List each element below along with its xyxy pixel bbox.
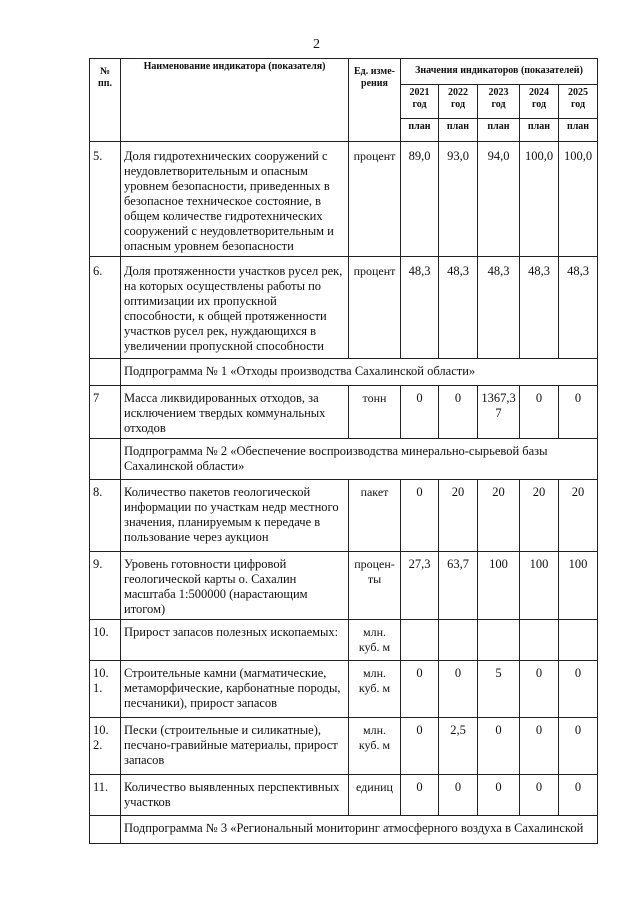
value-2023: 100 <box>478 552 520 620</box>
unit: млн. куб. м <box>349 661 401 718</box>
value-2023: 1367,37 <box>478 386 520 439</box>
row-number: 11. <box>90 775 121 816</box>
value-2025: 48,3 <box>559 257 598 359</box>
value-2024: 0 <box>520 775 559 816</box>
value-2025: 100,0 <box>559 142 598 257</box>
value-2024: 100,0 <box>520 142 559 257</box>
value-2021: 89,0 <box>401 142 439 257</box>
value-2022 <box>439 620 478 661</box>
table-row <box>90 257 598 359</box>
value-2025 <box>559 620 598 661</box>
indicator-name: Доля гидротехнических сооружений с неудовлетворительным и опасным уровнем безопасности, приведенных в безопасное техническое состояние, в общем количестве гидротехнических сооружений с неудовлетворительным и опасным уровнем безопасности <box>121 142 349 257</box>
value-2024: 0 <box>520 386 559 439</box>
indicator-name: Пески (строительные и силикатные), песчано-гравийные материалы, прирост запасов <box>121 718 349 775</box>
header-plan: план <box>559 119 598 142</box>
row-number: 9. <box>90 552 121 620</box>
value-2025: 0 <box>559 386 598 439</box>
header-plan: план <box>520 119 559 142</box>
header-unit: Ед. изме-рения <box>349 59 401 142</box>
unit: пакет <box>349 480 401 552</box>
value-2025: 0 <box>559 718 598 775</box>
row-number: 8. <box>90 480 121 552</box>
indicator-name: Количество пакетов геологической информации по участкам недр местного значения, планируемым к передаче в пользование через аукцион <box>121 480 349 552</box>
table-row <box>90 620 598 661</box>
indicator-name: Доля протяженности участков русел рек, на которых осуществлены работы по оптимизации их пропускной способности, к общей протяженности участков русел рек, нуждающихся в увеличении пропускной способности <box>121 257 349 359</box>
value-2022: 63,7 <box>439 552 478 620</box>
unit: единиц <box>349 775 401 816</box>
value-2023 <box>478 620 520 661</box>
header-name: Наименование индикатора (показателя) <box>121 59 349 142</box>
value-2024: 0 <box>520 661 559 718</box>
value-2024: 0 <box>520 718 559 775</box>
row-number: 10.2. <box>90 718 121 775</box>
value-2021: 0 <box>401 386 439 439</box>
header-year-2024: 2024 год <box>520 85 559 119</box>
table-row <box>90 552 598 620</box>
value-2024: 100 <box>520 552 559 620</box>
table-row <box>90 386 598 439</box>
value-2025: 0 <box>559 775 598 816</box>
table-row <box>90 661 598 718</box>
value-2021: 27,3 <box>401 552 439 620</box>
indicator-name: Количество выявленных перспективных участков <box>121 775 349 816</box>
indicator-name: Масса ликвидированных отходов, за исключением твердых коммунальных отходов <box>121 386 349 439</box>
value-2021 <box>401 620 439 661</box>
row-number: 10.1. <box>90 661 121 718</box>
header-year-2021: 2021 год <box>401 85 439 119</box>
subprogram-row <box>90 439 598 480</box>
header-plan: план <box>401 119 439 142</box>
indicator-name: Прирост запасов полезных ископаемых: <box>121 620 349 661</box>
subprogram-title: Подпрограмма № 1 «Отходы производства Сахалинской области» <box>121 359 598 386</box>
value-2025: 0 <box>559 661 598 718</box>
value-2023: 94,0 <box>478 142 520 257</box>
row-number: 6. <box>90 257 121 359</box>
subprogram-row <box>90 359 598 386</box>
table-row <box>90 775 598 816</box>
page-number: 2 <box>313 37 320 52</box>
value-2023: 48,3 <box>478 257 520 359</box>
subprogram-title: Подпрограмма № 2 «Обеспечение воспроизводства минерально-сырьевой базы Сахалинской области» <box>121 439 598 480</box>
value-2022: 0 <box>439 775 478 816</box>
value-2024: 20 <box>520 480 559 552</box>
value-2021: 0 <box>401 480 439 552</box>
header-year-2023: 2023 год <box>478 85 520 119</box>
unit: процент <box>349 257 401 359</box>
row-number: 10. <box>90 620 121 661</box>
unit: тонн <box>349 386 401 439</box>
value-2022: 93,0 <box>439 142 478 257</box>
unit: процент <box>349 142 401 257</box>
unit: млн. куб. м <box>349 718 401 775</box>
value-2023: 0 <box>478 775 520 816</box>
header-year-2025: 2025 год <box>559 85 598 119</box>
value-2021: 0 <box>401 661 439 718</box>
value-2021: 48,3 <box>401 257 439 359</box>
indicator-name: Уровень готовности цифровой геологической карты о. Сахалин масштаба 1:500000 (нарастающим итогом) <box>121 552 349 620</box>
value-2021: 0 <box>401 775 439 816</box>
header-plan: план <box>478 119 520 142</box>
header-num: № пп. <box>90 59 121 142</box>
value-2023: 5 <box>478 661 520 718</box>
unit: процен-ты <box>349 552 401 620</box>
header-year-2022: 2022 год <box>439 85 478 119</box>
value-2022: 2,5 <box>439 718 478 775</box>
value-2024: 48,3 <box>520 257 559 359</box>
value-2025: 100 <box>559 552 598 620</box>
subprogram-title: Подпрограмма № 3 «Региональный мониторинг атмосферного воздуха в Сахалинской <box>121 816 598 844</box>
value-2025: 20 <box>559 480 598 552</box>
value-2022: 0 <box>439 661 478 718</box>
value-2023: 0 <box>478 718 520 775</box>
row-number: 5. <box>90 142 121 257</box>
value-2022: 0 <box>439 386 478 439</box>
indicator-name: Строительные камни (магматические, метаморфические, карбонатные породы, песчаники), прирост запасов <box>121 661 349 718</box>
table-row <box>90 718 598 775</box>
table-row <box>90 480 598 552</box>
value-2022: 20 <box>439 480 478 552</box>
value-2021: 0 <box>401 718 439 775</box>
unit: млн. куб. м <box>349 620 401 661</box>
header-values: Значения индикаторов (показателей) <box>401 59 598 85</box>
value-2023: 20 <box>478 480 520 552</box>
indicators-table <box>89 58 598 844</box>
header-plan: план <box>439 119 478 142</box>
value-2022: 48,3 <box>439 257 478 359</box>
value-2024 <box>520 620 559 661</box>
row-number: 7 <box>90 386 121 439</box>
table-row <box>90 142 598 257</box>
subprogram-row <box>90 816 598 844</box>
